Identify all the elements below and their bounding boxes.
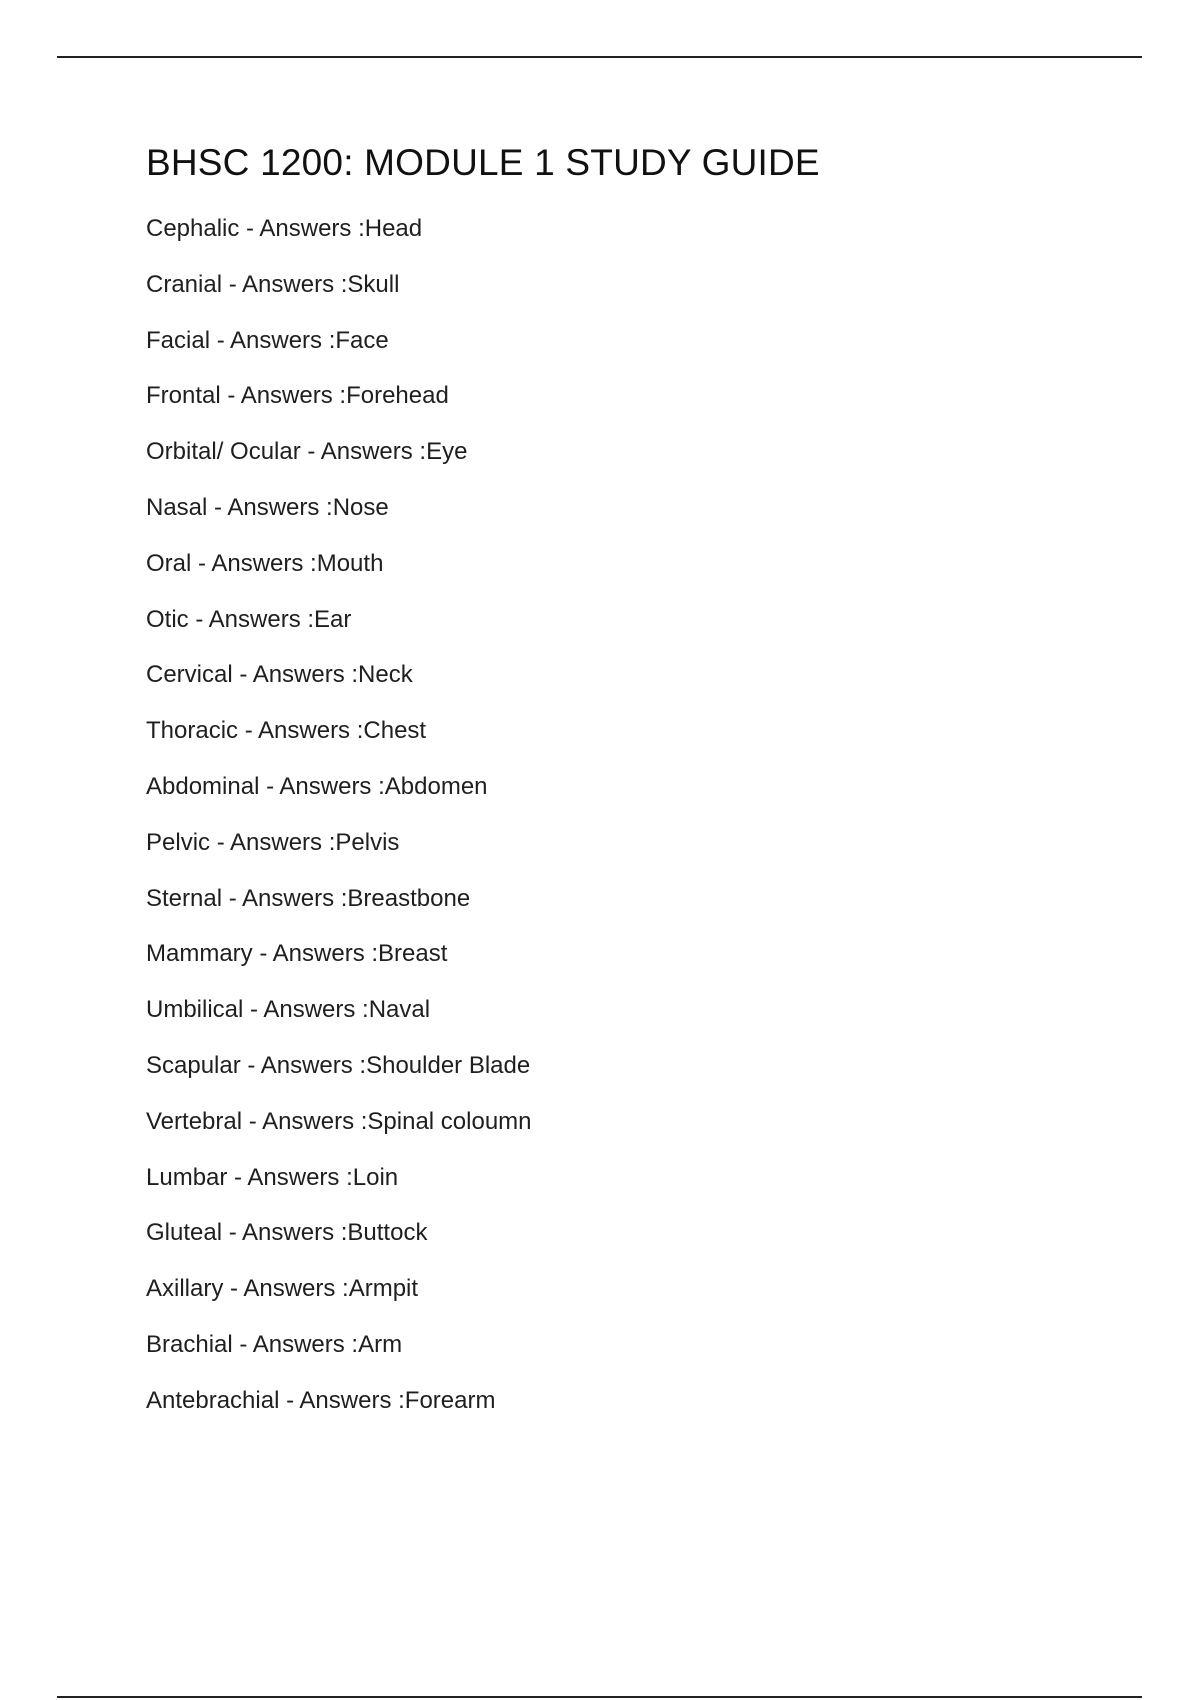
term-entry: Nasal - Answers :Nose: [146, 493, 389, 521]
term-entry: Cranial - Answers :Skull: [146, 270, 400, 298]
term-entry: Sternal - Answers :Breastbone: [146, 884, 471, 912]
term-entry: Vertebral - Answers :Spinal coloumn: [146, 1107, 532, 1135]
term-entry: Orbital/ Ocular - Answers :Eye: [146, 438, 468, 466]
term-entry: Brachial - Answers :Arm: [146, 1330, 403, 1358]
term-entry: Scapular - Answers :Shoulder Blade: [146, 1051, 531, 1079]
term-entry: Gluteal - Answers :Buttock: [146, 1219, 428, 1247]
term-entry: Oral - Answers :Mouth: [146, 549, 384, 577]
term-entry: Pelvic - Answers :Pelvis: [146, 828, 400, 856]
term-entry: Cervical - Answers :Neck: [146, 661, 413, 689]
term-entry: Cephalic - Answers :Head: [146, 215, 423, 242]
term-list: [146, 212, 532, 1440]
term-entry: Antebrachial - Answers :Forearm: [146, 1386, 496, 1414]
term-entry: Lumbar - Answers :Loin: [146, 1163, 399, 1191]
term-entry: Umbilical - Answers :Naval: [146, 996, 431, 1024]
term-entry: Facial - Answers :Face: [146, 326, 389, 354]
header-rule: [57, 56, 1142, 58]
footer-rule: [57, 1696, 1142, 1698]
term-entry: Thoracic - Answers :Chest: [146, 717, 427, 745]
term-entry: Axillary - Answers :Armpit: [146, 1275, 419, 1303]
term-entry: Mammary - Answers :Breast: [146, 940, 448, 968]
term-entry: Abdominal - Answers :Abdomen: [146, 772, 488, 800]
document-title: BHSC 1200: MODULE 1 STUDY GUIDE: [146, 142, 820, 183]
term-entry: Otic - Answers :Ear: [146, 605, 352, 633]
term-entry: Frontal - Answers :Forehead: [146, 382, 449, 410]
